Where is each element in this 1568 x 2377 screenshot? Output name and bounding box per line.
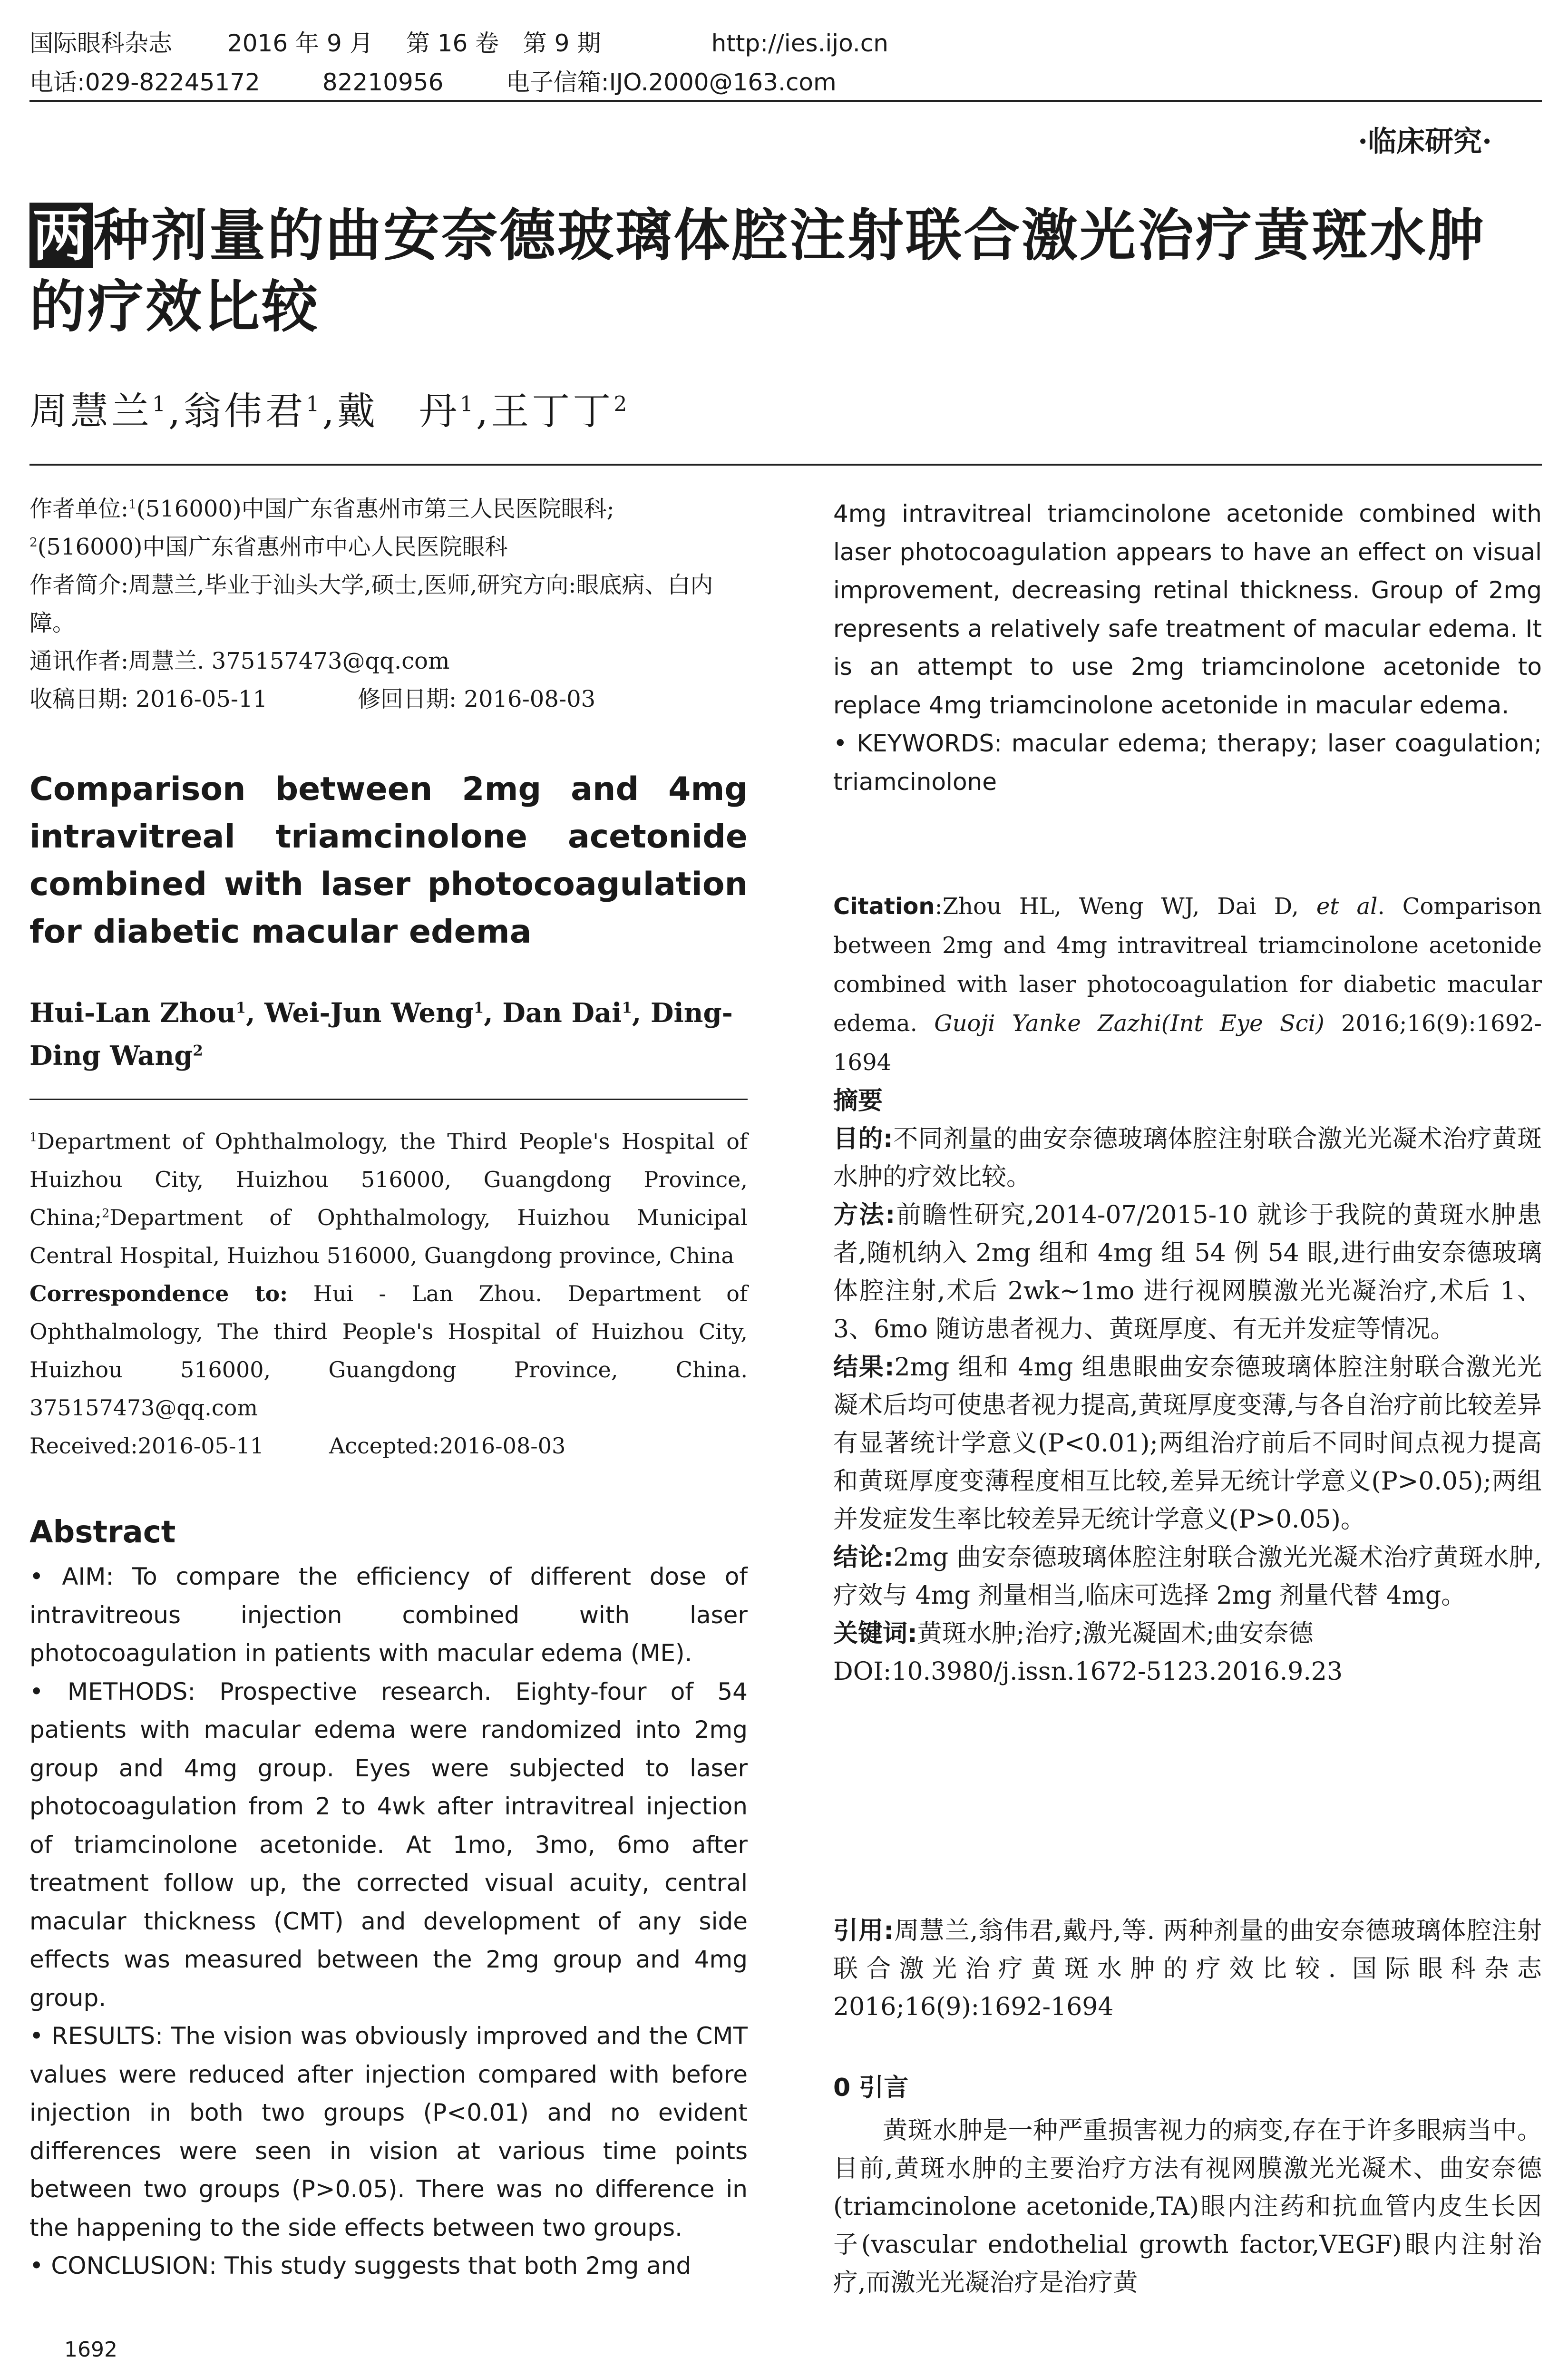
author-1: 周慧兰 [29, 389, 152, 433]
correspondence-text: Hui - Lan Zhou. Department of Ophthalmology, The third People's Hospital of Huizhou City, Huizhou 516000, Guangdong Province, China. 375157473@qq.com [29, 1281, 748, 1421]
citation-cn [833, 1912, 1542, 2026]
cn-conclusion: 2mg 曲安奈德玻璃体腔注射联合激光光凝术治疗黄斑水肿,疗效与 4mg 剂量相当,临床可选择 2mg 剂量代替 4mg。 [833, 1543, 1542, 1610]
page-number: 1692 [64, 2338, 117, 2362]
journal-url[interactable]: http://ies.ijo.cn [711, 29, 888, 57]
abstract-aim: • AIM: To compare the efficiency of different dose of intravitreous injection combined with laser photocoagulation in patients with macular edema (ME). [29, 1558, 748, 1673]
cn-methods: 前瞻性研究,2014-07/2015-10 就诊于我院的黄斑水肿患者,随机纳入 2mg 组和 4mg 组 54 例 54 眼,进行曲安奈德玻璃体腔注射,术后 2wk~1mo 进行视网膜激光光凝治疗,术后 1、3、6mo 随访患者视力、黄斑厚度、有无并发症等情况。 [833, 1201, 1542, 1344]
doi[interactable]: DOI:10.3980/j.issn.1672-5123.2016.9.23 [833, 1657, 1343, 1686]
affiliation-cn [29, 490, 748, 718]
unit-1: (516000)中国广东省惠州市第三人民医院眼科; [136, 496, 614, 522]
author-1-sup: 1 [152, 392, 168, 417]
en-accepted: Accepted:2016-08-03 [329, 1433, 566, 1459]
en-author-3-sup: 1 [622, 999, 632, 1017]
introduction [833, 2069, 1542, 2302]
en-author-2: Wei-Jun Weng [264, 997, 474, 1029]
main-rule [29, 464, 1542, 466]
citation-label: Citation [833, 893, 935, 920]
intro-heading: 0 引言 [833, 2074, 909, 2102]
en-affil-sup1: 1 [29, 1130, 38, 1144]
en-affil-2: Department of Ophthalmology, Huizhou Municipal Central Hospital, Huizhou 516000, Guangdong province, China [29, 1205, 748, 1268]
abstract-cn-heading: 摘要 [833, 1087, 883, 1115]
cn-aim-label: 目的: [833, 1125, 893, 1153]
author-4-sup: 2 [614, 392, 630, 417]
author-4: 王丁丁 [491, 389, 614, 433]
en-author-4: Ding-Ding Wang [29, 997, 733, 1072]
abstract-results: • RESULTS: The vision was obviously improved and the CMT values were reduced after injection compared with before injection in both two groups (P<0.01) and no evident differences were seen in vision at various time points between two groups (P>0.05). There was no difference in the happening to the side effects between two groups. [29, 2017, 748, 2247]
title-initial: 两 [29, 203, 93, 268]
en-author-2-sup: 1 [473, 999, 484, 1017]
citation-en [833, 887, 1542, 1082]
citation-journal: Guoji Yanke Zazhi(Int Eye Sci) [934, 1010, 1325, 1037]
abstract-continued [833, 495, 1542, 801]
cn-results-label: 结果: [833, 1353, 895, 1382]
en-author-3: Dan Dai [502, 997, 622, 1029]
abstract-conclusion-end: 4mg intravitreal triamcinolone acetonide combined with laser photocoagulation appears to have an effect on visual improvement, decreasing retinal thickness. Group of 2mg represents a relatively safe treatment of macular edema. It is an attempt to use 2mg triamcinolone acetonide to replace 4mg triamcinolone acetonide in macular edema. [833, 500, 1542, 719]
abstract-body [29, 1558, 748, 2285]
cn-aim: 不同剂量的曲安奈德玻璃体腔注射联合激光光凝术治疗黄斑水肿的疗效比较。 [833, 1125, 1542, 1191]
author-rule [29, 1099, 748, 1100]
section-tag: ·临床研究· [1358, 125, 1492, 158]
citation-etal: et al [1316, 893, 1378, 920]
author-2-sup: 1 [306, 392, 322, 417]
abstract-methods: • METHODS: Prospective research. Eighty-four of 54 patients with macular edema were randomized into 2mg group and 4mg group. Eyes were subjected to laser photocoagulation from 2 to 4wk after intravitreal injection of triamcinolone acetonide. At 1mo, 3mo, 6mo after treatment follow up, the corrected visual acuity, central macular thickness (CMT) and development of any side effects was measured between the 2mg group and 4mg group. [29, 1673, 748, 2017]
citation-text-c: 2016;16(9):1692-1694 [833, 1010, 1542, 1076]
journal-name: 国际眼科杂志 [29, 29, 172, 57]
header-rule [29, 100, 1542, 102]
authors-cn: 周慧兰$^1$,翁伟君$^1$,戴 丹$^1$,王丁丁$^2$ [29, 389, 630, 433]
author-bio: 作者简介:周慧兰,毕业于汕头大学,硕士,医师,研究方向:眼底病、白内障。 [29, 572, 713, 636]
english-affiliation [29, 1122, 748, 1465]
citation-text-a: :Zhou HL, Weng WJ, Dai D, [935, 893, 1316, 920]
issue-date: 2016 年 9 月 [227, 29, 373, 57]
received-date: 收稿日期: 2016-05-11 [29, 686, 268, 712]
email[interactable]: 电子信箱:IJO.2000@163.com [506, 68, 837, 96]
intro-text: 黄斑水肿是一种严重损害视力的病变,存在于许多眼病当中。目前,黄斑水肿的主要治疗方法有视网膜激光光凝术、曲安奈德(triamcinolone acetonide,TA)眼内注药和抗血管内皮生长因子(vascular endothelial growth factor,VEGF)眼内注射治疗,而激光光凝治疗是治疗黄 [833, 2116, 1542, 2297]
title-rest: 种剂量的曲安奈德玻璃体腔注射联合激光治疗黄斑水肿的疗效比较 [29, 203, 1486, 340]
phone-2: 82210956 [322, 68, 444, 96]
author-3: 戴 丹 [337, 389, 460, 433]
en-author-1: Hui-Lan Zhou [29, 997, 236, 1029]
cn-citation-label: 引用: [833, 1917, 894, 1945]
corresponding-author: 通讯作者:周慧兰. 375157473@qq.com [29, 648, 450, 674]
unit1-sup: 1 [128, 497, 136, 512]
unit-label: 作者单位: [29, 496, 129, 522]
en-author-4-sup: 2 [193, 1042, 203, 1060]
abstract-cn [833, 1082, 1542, 1691]
cn-citation-text: 周慧兰,翁伟君,戴丹,等. 两种剂量的曲安奈德玻璃体腔注射联合激光治疗黄斑水肿的疗效比较. 国际眼科杂志 2016;16(9):1692-1694 [833, 1917, 1542, 2021]
issue-number: 第 9 期 [523, 29, 601, 57]
unit-2: (516000)中国广东省惠州市中心人民医院眼科 [37, 534, 508, 560]
cn-methods-label: 方法: [833, 1201, 896, 1229]
en-affil-sup2: 2 [102, 1206, 110, 1220]
cn-conclusion-label: 结论: [833, 1543, 894, 1572]
abstract-heading: Abstract [29, 1515, 176, 1550]
author-3-sup: 1 [459, 392, 476, 417]
volume: 第 16 卷 [406, 29, 499, 57]
cn-results: 2mg 组和 4mg 组患眼曲安奈德玻璃体腔注射联合激光光凝术后均可使患者视力提高,黄斑厚度变薄,与各自治疗前比较差异有显著统计学意义(P<0.01);两组治疗前后不同时间点视力提高和黄斑厚度变薄程度相互比较,差异无统计学意义(P>0.05);两组并发症发生率比较差异无统计学意义(P>0.05)。 [833, 1353, 1542, 1534]
citation-text-b: . Comparison between 2mg and 4mg intravitreal triamcinolone acetonide combined with laser photocoagulation for diabetic macular edema. [833, 893, 1542, 1037]
revised-date: 修回日期: 2016-08-03 [358, 686, 596, 712]
journal-header [29, 24, 1542, 102]
phone: 电话:029-82245172 [29, 68, 260, 96]
cn-keywords: 黄斑水肿;治疗;激光凝固术;曲安奈德 [917, 1619, 1314, 1648]
abstract-keywords: • KEYWORDS: macular edema; therapy; laser coagulation; triamcinolone [833, 724, 1542, 801]
english-authors: Hui-Lan Zhou$^1$, Wei-Jun Weng$^1$, Dan Dai$^1$, Ding-Ding Wang$^2$ [29, 997, 733, 1072]
unit2-sup: 2 [29, 535, 38, 550]
author-2: 翁伟君 [183, 389, 306, 433]
en-affil-1: Department of Ophthalmology, the Third People's Hospital of Huizhou City, Huizhou 516000, Guangdong Province, China; [29, 1129, 748, 1230]
abstract-conclusion-start: • CONCLUSION: This study suggests that both 2mg and [29, 2247, 748, 2285]
cn-keywords-label: 关键词: [833, 1619, 917, 1648]
english-title: Comparison between 2mg and 4mg intravitreal triamcinolone acetonide combined with laser photocoagulation for diabetic macular edema [29, 770, 748, 951]
en-received: Received:2016-05-11 [29, 1433, 264, 1459]
correspondence-label: Correspondence to: [29, 1281, 288, 1306]
article-title [29, 200, 1542, 342]
en-author-1-sup: 1 [235, 999, 246, 1017]
